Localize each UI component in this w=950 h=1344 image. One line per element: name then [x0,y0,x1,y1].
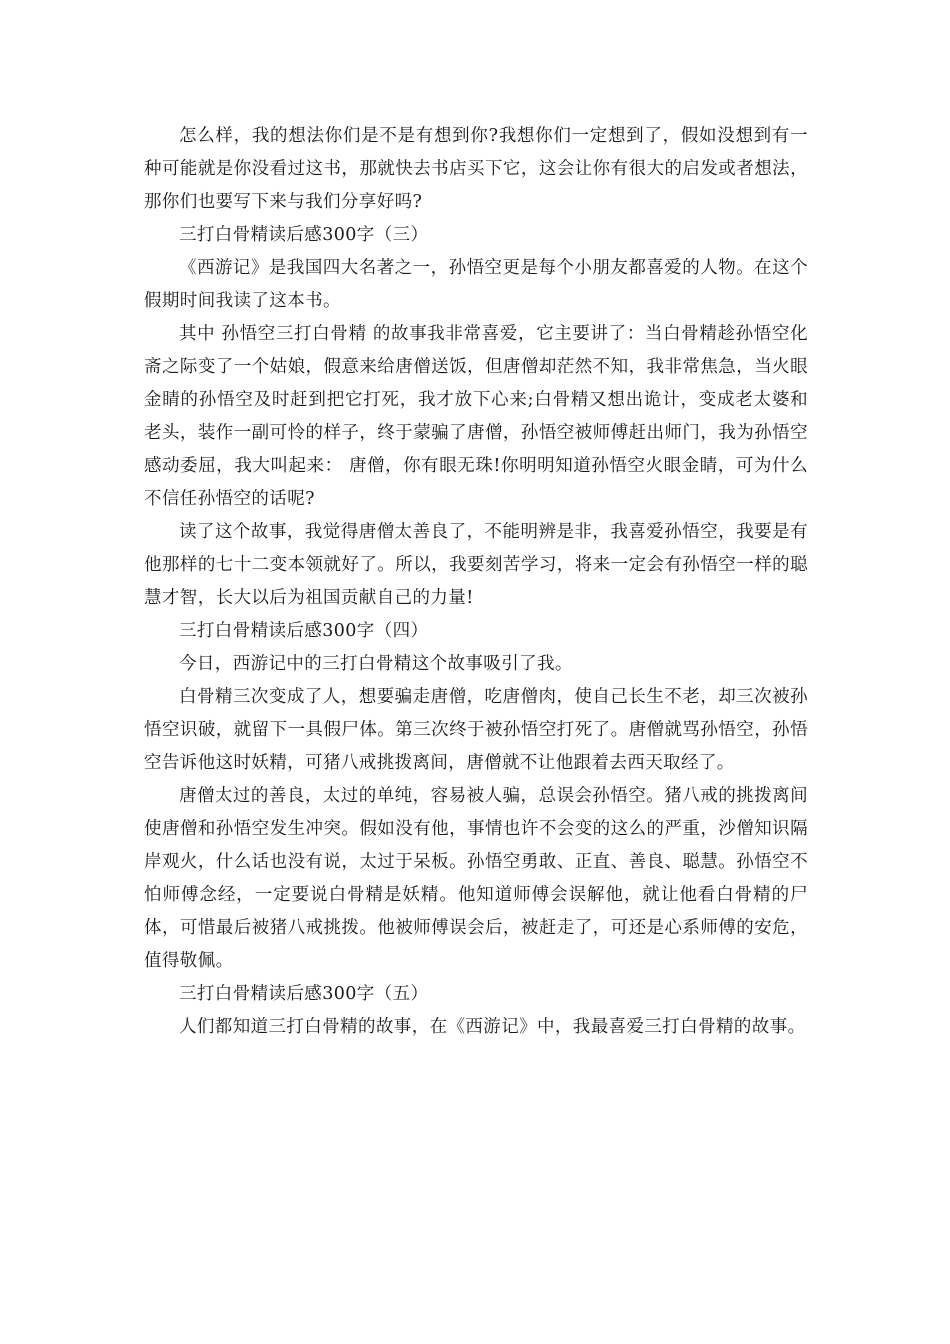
section-heading: 三打白骨精读后感300字（五） [179,984,429,1004]
paragraph: 其中 孙悟空三打白骨精 的故事我非常喜爱，它主要讲了：当白骨精趁孙悟空化斋之际变了一个姑娘，假意来给唐僧送饭，但唐僧却茫然不知，我非常焦急，当火眼金睛的孙悟空及时赶到把它打死，我才放下心来;白骨精又想出诡计，变成老太婆和老头，装作一副可怜的样子，终于蒙骗了唐僧，孙悟空被师傅赶出师门，我为孙悟空感动委屈，我大叫起来： 唐僧，你有眼无珠!你明明知道孙悟空火眼金睛，可为什么不信任孙悟空的话呢? [144,324,808,509]
paragraph: 今日，西游记中的三打白骨精这个故事吸引了我。 [179,654,573,674]
paragraph: 人们都知道三打白骨精的故事，在《西游记》中，我最喜爱三打白骨精的故事。 [179,1017,806,1037]
paragraph: 读了这个故事，我觉得唐僧太善良了，不能明辨是非，我喜爱孙悟空，我要是有他那样的七十二变本领就好了。所以，我要刻苦学习，将来一定会有孙悟空一样的聪慧才智，长大以后为祖国贡献自己的力量! [144,522,808,608]
paragraph: 唐僧太过的善良，太过的单纯，容易被人骗，总误会孙悟空。猪八戒的挑拨离间使唐僧和孙悟空发生冲突。假如没有他，事情也许不会变的这么的严重，沙僧知识隔岸观火，什么话也没有说，太过于呆板。孙悟空勇敢、正直、善良、聪慧。孙悟空不怕师傅念经，一定要说白骨精是妖精。他知道师傅会误解他，就让他看白骨精的尸体，可惜最后被猪八戒挑拨。他被师傅误会后，被赶走了，可还是心系师傅的安危，值得敬佩。 [144,786,808,971]
section-heading: 三打白骨精读后感300字（四） [179,621,429,641]
document-page [144,120,808,1044]
paragraph: 《西游记》是我国四大名著之一，孙悟空更是每个小朋友都喜爱的人物。在这个假期时间我读了这本书。 [144,258,808,311]
paragraph: 白骨精三次变成了人，想要骗走唐僧，吃唐僧肉，使自己长生不老，却三次被孙悟空识破，就留下一具假尸体。第三次终于被孙悟空打死了。唐僧就骂孙悟空，孙悟空告诉他这时妖精，可猪八戒挑拨离间，唐僧就不让他跟着去西天取经了。 [144,687,808,773]
section-heading: 三打白骨精读后感300字（三） [179,225,429,245]
paragraph: 怎么样，我的想法你们是不是有想到你?我想你们一定想到了，假如没想到有一种可能就是你没看过这书，那就快去书店买下它，这会让你有很大的启发或者想法，那你们也要写下来与我们分享好吗? [144,126,808,212]
